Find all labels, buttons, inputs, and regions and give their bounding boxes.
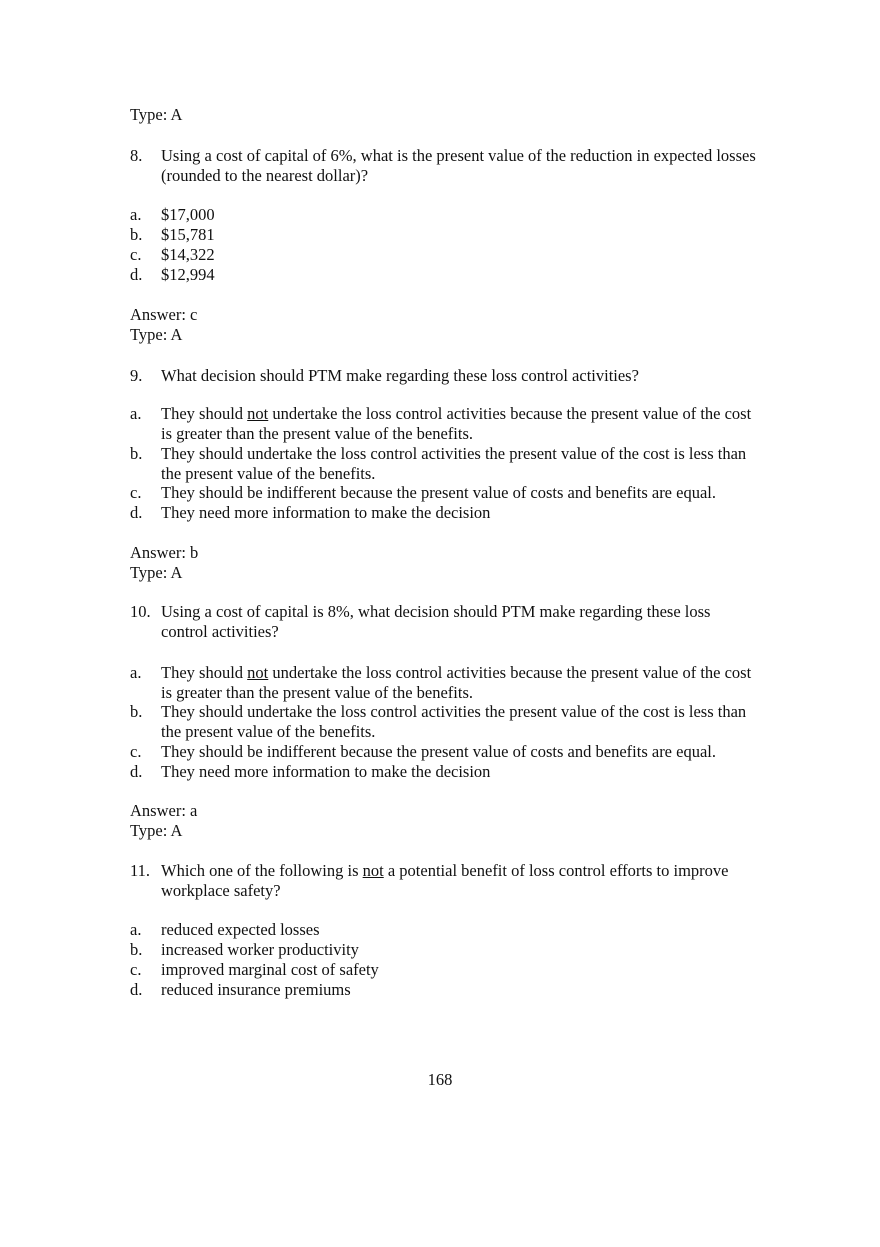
- option-d: [130, 265, 760, 285]
- answer-label: Answer: b: [130, 543, 199, 562]
- option-c: [130, 960, 760, 980]
- option-a: [130, 920, 760, 940]
- option-text: reduced expected losses: [161, 920, 320, 939]
- option-text: $14,322: [161, 245, 215, 264]
- question-number: 11.: [130, 861, 151, 880]
- emphasis-not: not: [247, 663, 269, 682]
- option-letter: d.: [130, 980, 143, 999]
- option-letter: a.: [130, 663, 142, 682]
- option-text: improved marginal cost of safety: [161, 960, 379, 979]
- option-b: [130, 702, 760, 742]
- option-letter: c.: [130, 245, 142, 264]
- option-letter: b.: [130, 702, 143, 721]
- question-8: [130, 146, 760, 186]
- type-label: Type: A: [130, 821, 183, 840]
- option-a: [130, 205, 760, 225]
- type-label: Type: A: [130, 563, 183, 582]
- option-a: [130, 663, 760, 703]
- page-number: 168: [427, 1070, 453, 1089]
- option-c: [130, 483, 760, 503]
- question-text: Using a cost of capital is 8%, what decision should PTM make regarding these loss control activities?: [161, 602, 711, 641]
- option-a: [130, 404, 760, 444]
- question-9: [130, 366, 760, 386]
- option-text: They should not undertake the loss control activities because the present value of the cost is greater than the present value of the benefits.: [161, 404, 752, 443]
- option-letter: d.: [130, 762, 143, 781]
- option-b: [130, 444, 760, 484]
- option-letter: b.: [130, 225, 143, 244]
- question-10: [130, 602, 760, 642]
- answer-label: Answer: c: [130, 305, 198, 324]
- option-letter: d.: [130, 503, 143, 522]
- question-number: 10.: [130, 602, 151, 621]
- option-text: They need more information to make the decision: [161, 762, 491, 781]
- option-letter: b.: [130, 444, 143, 463]
- option-d: [130, 980, 760, 1000]
- option-letter: a.: [130, 205, 142, 224]
- option-c: [130, 742, 760, 762]
- option-letter: c.: [130, 742, 142, 761]
- option-text: They should be indifferent because the present value of costs and benefits are equal.: [161, 483, 716, 502]
- answer-label: Answer: a: [130, 801, 198, 820]
- option-text: They should undertake the loss control activities the present value of the cost is less than the present value of the benefits.: [161, 702, 747, 741]
- question-11: [130, 861, 760, 901]
- question-number: 8.: [130, 146, 143, 165]
- option-d: [130, 503, 760, 523]
- option-b: [130, 940, 760, 960]
- option-text: $15,781: [161, 225, 215, 244]
- option-c: [130, 245, 760, 265]
- question-number: 9.: [130, 366, 143, 385]
- option-letter: d.: [130, 265, 143, 284]
- option-text: They should undertake the loss control activities the present value of the cost is less than the present value of the benefits.: [161, 444, 747, 483]
- option-text: They should not undertake the loss control activities because the present value of the cost is greater than the present value of the benefits.: [161, 663, 752, 702]
- question-text: Which one of the following is not a potential benefit of loss control efforts to improve workplace safety?: [161, 861, 729, 900]
- option-text: They should be indifferent because the present value of costs and benefits are equal.: [161, 742, 716, 761]
- option-d: [130, 762, 760, 782]
- option-letter: a.: [130, 920, 142, 939]
- option-text: reduced insurance premiums: [161, 980, 351, 999]
- option-text: $17,000: [161, 205, 215, 224]
- question-text: What decision should PTM make regarding these loss control activities?: [161, 366, 639, 385]
- type-label: Type: A: [130, 325, 183, 344]
- option-letter: c.: [130, 483, 142, 502]
- option-letter: c.: [130, 960, 142, 979]
- option-letter: b.: [130, 940, 143, 959]
- option-letter: a.: [130, 404, 142, 423]
- option-text: increased worker productivity: [161, 940, 359, 959]
- emphasis-not: not: [247, 404, 269, 423]
- option-text: $12,994: [161, 265, 215, 284]
- option-text: They need more information to make the decision: [161, 503, 491, 522]
- question-text: Using a cost of capital of 6%, what is the present value of the reduction in expected losses (rounded to the nearest dollar)?: [161, 146, 756, 185]
- type-label: Type: A: [130, 105, 183, 124]
- option-b: [130, 225, 760, 245]
- emphasis-not: not: [362, 861, 384, 880]
